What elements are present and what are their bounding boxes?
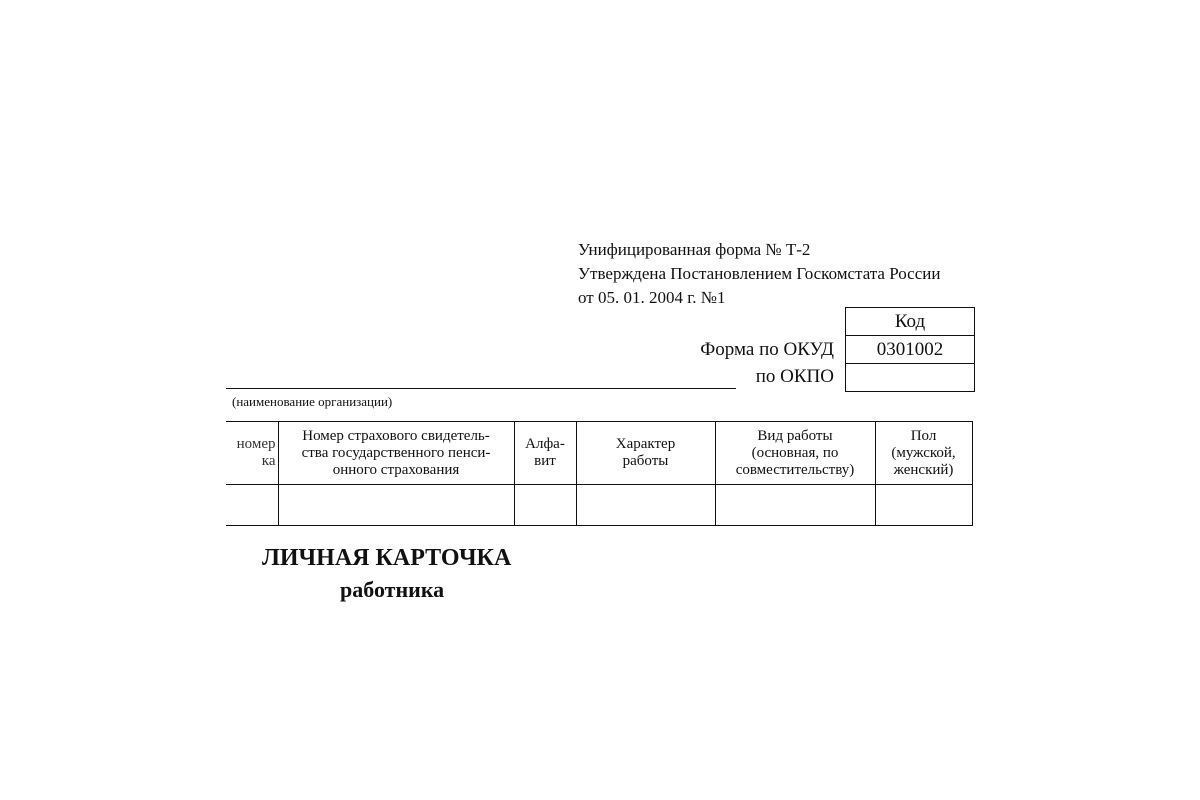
codes-box [845,307,975,392]
table-header-cell: номер ка [226,422,278,485]
table-header-cell: Алфа- вит [514,422,576,485]
okud-code: 0301002 [846,336,974,364]
okpo-label: по ОКПО [755,366,834,387]
document-subtitle: работника [340,577,445,602]
table-cell [715,485,875,526]
table-cell [875,485,972,526]
table-header-row [226,422,972,485]
okud-label: Форма по ОКУД [700,339,834,360]
table-header-cell: Характер работы [576,422,715,485]
organization-caption: (наименование организации) [232,394,393,409]
table-cell [226,485,278,526]
organization-name-line [226,388,736,389]
table-cell [514,485,576,526]
table-header-cell: Номер страхового свидетель- ства государственного пенси- онного страхования [278,422,514,485]
document-title: ЛИЧНАЯ КАРТОЧКА [262,545,512,571]
employee-data-table [226,421,973,526]
approval-line: Утверждена Постановлением Госкомстата России [578,264,941,283]
table-header-cell: Пол (мужской, женский) [875,422,972,485]
form-number-line: Унифицированная форма № Т-2 [578,240,811,259]
okpo-code [846,364,974,391]
code-heading: Код [846,308,974,336]
table-cell [278,485,514,526]
approval-date-line: от 05. 01. 2004 г. №1 [578,288,726,307]
table-header-cell: Вид работы (основная, по совместительству) [715,422,875,485]
form-approval-header [578,238,940,310]
table-row [226,485,972,526]
table-cell [576,485,715,526]
